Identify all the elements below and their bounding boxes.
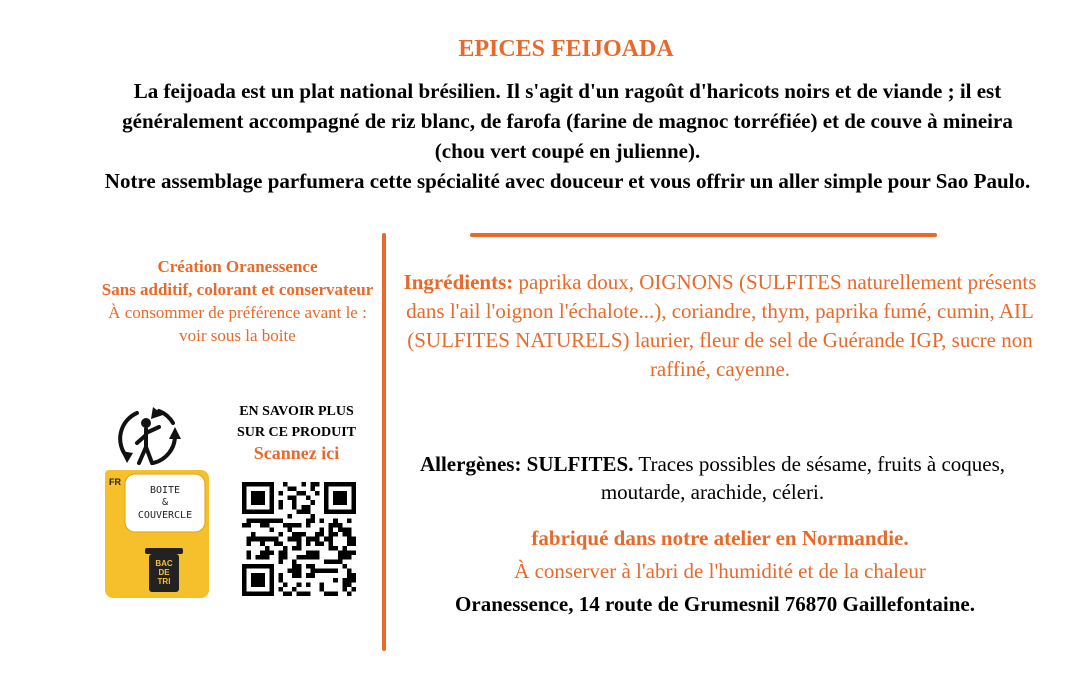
bin-label: BAC bbox=[155, 559, 173, 568]
brand-info bbox=[100, 255, 375, 347]
scan-line: EN SAVOIR PLUS bbox=[239, 404, 354, 419]
triman-item-1: BOITE bbox=[149, 485, 181, 496]
qr-code[interactable] bbox=[242, 482, 356, 596]
horizontal-divider bbox=[470, 233, 937, 237]
triman-sorting-label bbox=[105, 470, 209, 598]
triman-item-2: & bbox=[161, 497, 169, 508]
triman-region: FR bbox=[109, 477, 121, 487]
allergens-label: Allergènes: SULFITES. bbox=[419, 452, 634, 476]
triman-item-3: COUVERCLE bbox=[137, 510, 193, 521]
no-additive-claim: Sans additif, colorant et conservateur bbox=[101, 280, 374, 299]
bin-label: DE bbox=[158, 568, 170, 577]
product-description bbox=[95, 76, 1040, 196]
best-before: À consommer de préférence avant le : voir sous la boite bbox=[108, 303, 367, 345]
brand-creation: Création Oranessence bbox=[157, 257, 318, 276]
product-title: EPICES FEIJOADA bbox=[458, 36, 674, 62]
ingredients-label: Ingrédients: bbox=[403, 270, 514, 294]
scan-cta: Scannez ici bbox=[253, 443, 340, 463]
bin-label: TRI bbox=[157, 577, 171, 586]
scan-prompt bbox=[214, 401, 379, 464]
ingredients-block bbox=[400, 268, 1040, 384]
origin-statement: fabriqué dans notre atelier en Normandie. bbox=[531, 526, 909, 550]
description-paragraph: La feijoada est un plat national brésilien. Il s'agit d'un ragoût d'haricots noirs et de viande ; il est généralement accompagné de riz blanc, de farofa (farine de magnoc torréfiée) et de couve à mineira (chou vert coupé en julienne). bbox=[122, 79, 1013, 163]
scan-line: SUR CE PRODUIT bbox=[236, 425, 356, 440]
vertical-divider bbox=[382, 233, 386, 651]
allergens-text: Traces possibles de sésame, fruits à coques, moutarde, arachide, céleri. bbox=[600, 452, 1006, 504]
allergens-block bbox=[385, 450, 1040, 506]
ingredients-text: paprika doux, OIGNONS (SULFITES naturellement présents dans l'ail l'oignon l'échalote...), coriandre, thym, paprika fumé, cumin, AIL (SULFITES NATURELS) laurier, fleur de sel de Guérande IGP, sucre non raffiné, cayenne. bbox=[406, 270, 1037, 381]
triman-recycle-icon bbox=[115, 405, 185, 469]
sorting-bin-icon bbox=[145, 548, 183, 592]
storage-instructions: À conserver à l'abri de l'humidité et de la chaleur bbox=[514, 559, 926, 583]
description-paragraph: Notre assemblage parfumera cette spécialité avec douceur et vous offrir un aller simple pour Sao Paulo. bbox=[104, 169, 1031, 193]
company-address: Oranessence, 14 route de Grumesnil 76870 Gaillefontaine. bbox=[455, 592, 975, 616]
